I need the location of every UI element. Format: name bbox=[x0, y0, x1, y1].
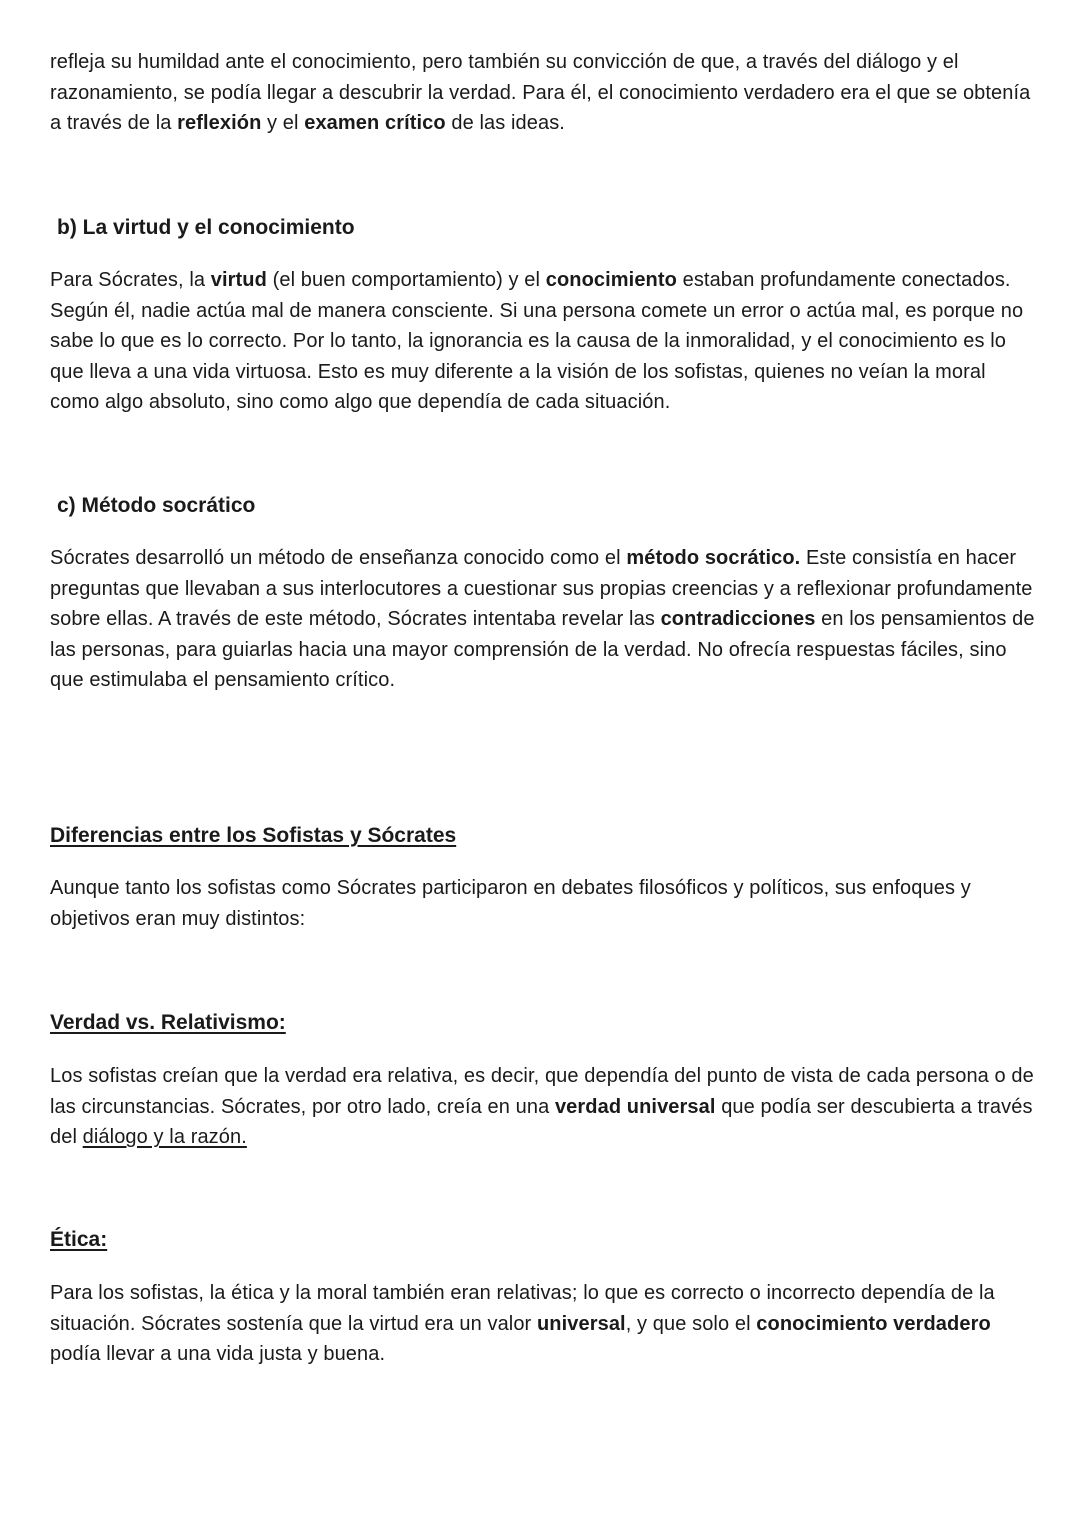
text: , y que solo el bbox=[625, 1312, 757, 1335]
paragraph-diferencias: Aunque tanto los sofistas como Sócrates participaron en debates filosóficos y políticos, sus enfoques y objetivos eran muy distintos: bbox=[50, 877, 971, 930]
heading-virtud: b) La virtud y el conocimiento bbox=[57, 216, 355, 239]
text: estaban profundamente conectados. Según él, nadie actúa mal de manera consciente. Si una persona comete un error o actúa mal, es porque no sabe lo que es lo correcto. Por lo tanto, la ignorancia es la causa de la inmoralidad, y el conocimiento es lo que lleva a una vida virtuosa. Esto es muy diferente a la visión de los sofistas, quienes no veían la moral como algo absoluto, sino como algo que dependía de cada situación. bbox=[50, 269, 1024, 414]
paragraph-virtud bbox=[50, 265, 1035, 418]
text: refleja su humildad ante el conocimiento, pero también su convicción de que, a través del diálogo y el razonamiento, se podía llegar a descubrir la verdad. Para él, el conocimiento verdadero era el que se obtenía a través de la bbox=[50, 51, 1031, 135]
text: de las ideas. bbox=[445, 112, 565, 135]
bold-term: contradicciones bbox=[660, 608, 816, 631]
text: Este consistía en hacer preguntas que llevaban a sus interlocutores a cuestionar sus propias creencias y a reflexionar profundamente sobre ellas. A través de este método, Sócrates intentaba revelar las bbox=[50, 547, 1033, 631]
bold-term: examen crítico bbox=[304, 112, 446, 135]
bold-term: conocimiento verdadero bbox=[756, 1312, 991, 1335]
heading-diferencias: Diferencias entre los Sofistas y Sócrates bbox=[50, 824, 457, 847]
heading-metodo: c) Método socrático bbox=[57, 494, 256, 517]
text: Para los sofistas, la ética y la moral también eran relativas; lo que es correcto o incorrecto dependía de la situación. Sócrates sostenía que la virtud era un valor bbox=[50, 1282, 995, 1335]
text: podía llevar a una vida justa y buena. bbox=[50, 1343, 386, 1366]
heading-etica: Ética: bbox=[50, 1228, 108, 1251]
paragraph-metodo bbox=[50, 543, 1035, 696]
bold-term: verdad universal bbox=[554, 1095, 716, 1118]
bold-term: universal bbox=[536, 1312, 626, 1335]
text: en los pensamientos de las personas, para guiarlas hacia una mayor comprensión de la verdad. No ofrecía respuestas fáciles, sino que estimulaba el pensamiento crítico. bbox=[50, 608, 1035, 692]
paragraph-etica bbox=[50, 1278, 1035, 1370]
bold-term: conocimiento bbox=[545, 269, 677, 291]
text: Los sofistas creían que la verdad era relativa, es decir, que dependía del punto de vista de cada persona o de las circunstancias. Sócrates, por otro lado, creía en una bbox=[50, 1065, 1034, 1118]
heading-verdad: Verdad vs. Relativismo: bbox=[50, 1011, 286, 1034]
text: Sócrates desarrolló un método de enseñanza conocido como el bbox=[50, 547, 627, 569]
paragraph-verdad bbox=[50, 1061, 1035, 1153]
text: Para Sócrates, la bbox=[50, 269, 211, 291]
bold-term: método socrático. bbox=[626, 547, 801, 569]
text: (el buen comportamiento) y el bbox=[266, 269, 546, 291]
text: que podía ser descubierta a través del bbox=[50, 1095, 1033, 1149]
bold-term: reflexión bbox=[177, 112, 262, 135]
underlined-term: diálogo y la razón. bbox=[82, 1126, 247, 1149]
text: y el bbox=[261, 112, 305, 135]
bold-term: virtud bbox=[210, 269, 267, 291]
paragraph-conocimiento bbox=[50, 47, 1035, 139]
